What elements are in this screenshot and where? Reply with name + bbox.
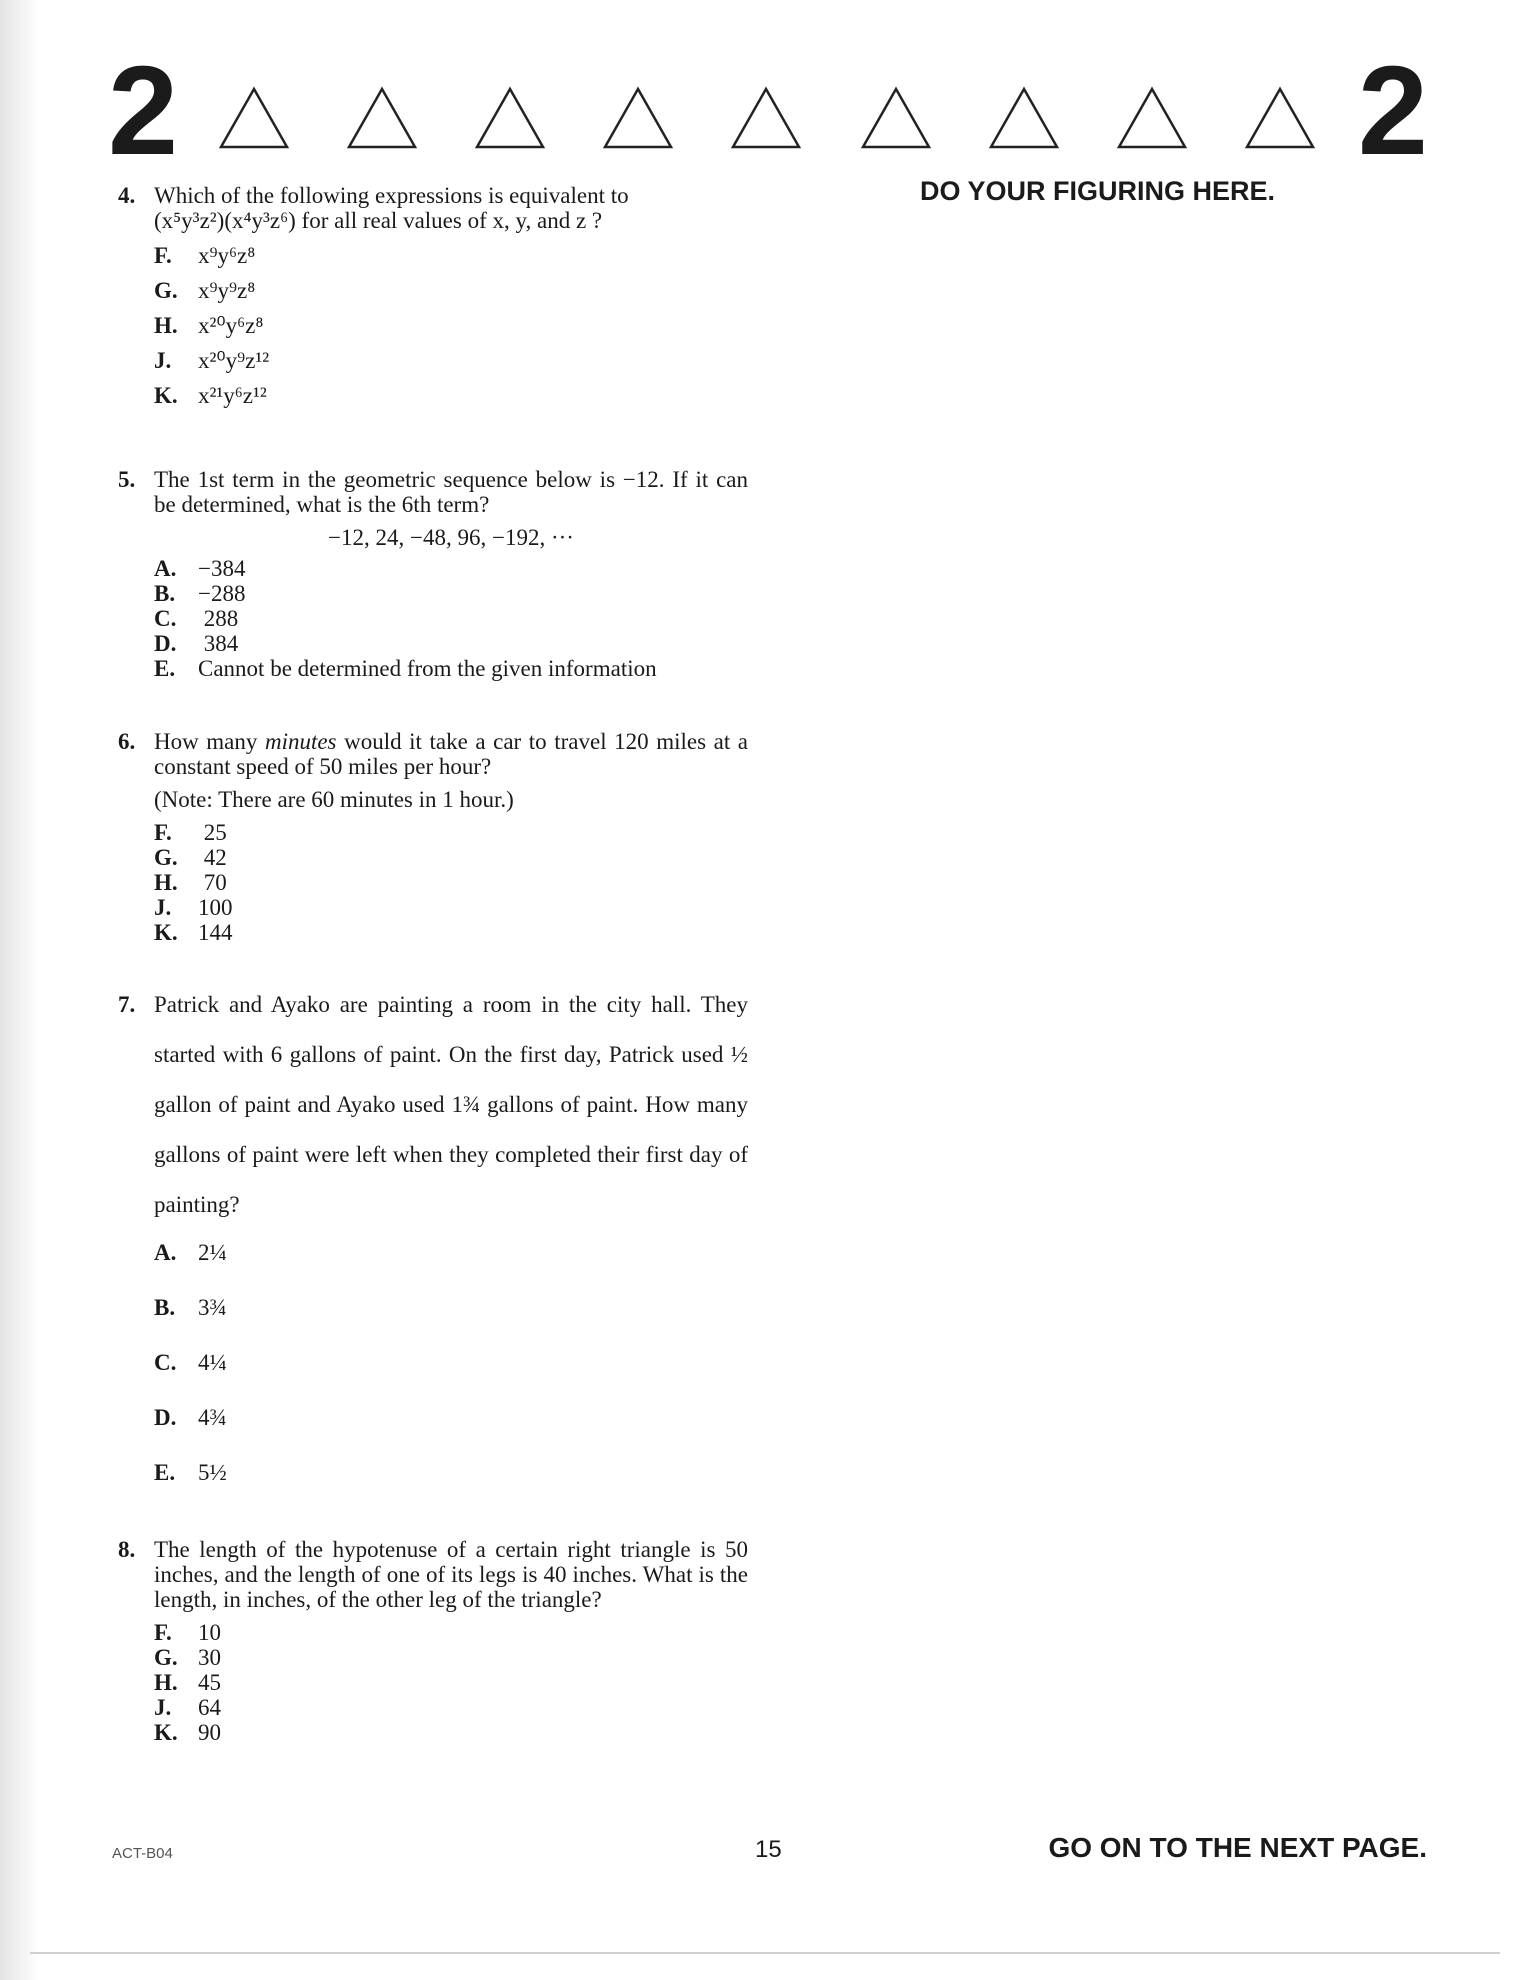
- choice-letter: J.: [154, 348, 172, 373]
- answer-choice[interactable]: [154, 1695, 748, 1720]
- answer-choice[interactable]: [154, 1405, 748, 1460]
- choice-text: x²⁰y⁶z⁸: [198, 313, 264, 338]
- choice-text: 3¾: [198, 1295, 227, 1320]
- question-stem: The 1st term in the geometric sequence below is −12. If it can be determined, what is the 6th term?: [154, 467, 748, 517]
- choice-text: x⁹y⁶z⁸: [198, 243, 256, 268]
- choice-letter: B.: [154, 1295, 176, 1320]
- answer-choices: [154, 820, 748, 945]
- choice-letter: G.: [154, 845, 178, 870]
- question-8: [118, 1537, 748, 1745]
- choice-letter: G.: [154, 278, 178, 303]
- form-code: ACT-B04: [112, 1845, 173, 1862]
- stem-line: (x⁵y³z²)(x⁴y³z⁶) for all real values of x, y, and z ?: [154, 208, 603, 233]
- choice-letter: B.: [154, 581, 176, 606]
- choice-letter: E.: [154, 1460, 176, 1485]
- choice-text: Cannot be determined from the given information: [198, 656, 657, 681]
- triangle-icon: [1116, 86, 1188, 150]
- choice-text: −384: [198, 556, 246, 581]
- answer-choice[interactable]: [154, 313, 748, 348]
- choice-text: 10: [198, 1620, 221, 1645]
- answer-choice[interactable]: [154, 1350, 748, 1405]
- choice-letter: H.: [154, 313, 178, 338]
- answer-choices: [154, 1240, 748, 1515]
- answer-choice[interactable]: [154, 348, 748, 383]
- geometric-sequence: −12, 24, −48, 96, −192, ···: [328, 525, 574, 550]
- question-stem: [154, 729, 748, 779]
- choice-text: 5½: [198, 1460, 227, 1485]
- choice-letter: J.: [154, 895, 172, 920]
- choice-text: 70: [198, 870, 227, 895]
- scan-edge-shadow: [0, 0, 38, 1980]
- question-stem: Patrick and Ayako are painting a room in the city hall. They started with 6 gallons of paint. On the first day, Patrick used ½ gallon of paint and Ayako used 1¾ gallons of paint. How many gallons of paint were left when they completed their first day of painting?: [154, 992, 748, 1217]
- figuring-label: DO YOUR FIGURING HERE.: [920, 176, 1276, 206]
- answer-choice[interactable]: [154, 1620, 748, 1645]
- choice-letter: E.: [154, 656, 176, 681]
- answer-choice[interactable]: [154, 845, 748, 870]
- section-number-left: 2: [108, 40, 179, 181]
- choice-text: −288: [198, 581, 246, 606]
- triangle-icon: [346, 86, 418, 150]
- answer-choice[interactable]: [154, 656, 748, 681]
- choice-text: 25: [198, 820, 227, 845]
- choice-letter: J.: [154, 1695, 172, 1720]
- answer-choice[interactable]: [154, 556, 748, 581]
- answer-choices: [154, 1620, 748, 1745]
- question-4: [118, 183, 748, 418]
- choice-letter: F.: [154, 243, 172, 268]
- choice-text: 45: [198, 1670, 221, 1695]
- answer-choice[interactable]: [154, 606, 748, 631]
- choice-letter: F.: [154, 1620, 172, 1645]
- choice-letter: K.: [154, 1720, 178, 1745]
- choice-letter: D.: [154, 1405, 177, 1430]
- choice-text: 4¾: [198, 1405, 227, 1430]
- stem-text: How many: [154, 729, 265, 754]
- question-note: (Note: There are 60 minutes in 1 hour.): [154, 787, 514, 812]
- question-number: 8.: [118, 1537, 136, 1562]
- triangle-icon: [602, 86, 674, 150]
- question-6: [118, 729, 748, 945]
- question-number: 7.: [118, 992, 136, 1017]
- question-number: 6.: [118, 729, 136, 754]
- choice-text: 90: [198, 1720, 221, 1745]
- question-7: [118, 992, 748, 1515]
- section-number-right: 2: [1357, 40, 1428, 181]
- answer-choices: [154, 243, 748, 418]
- choice-text: x²¹y⁶z¹²: [198, 383, 267, 408]
- question-stem: [154, 183, 748, 233]
- answer-choice[interactable]: [154, 820, 748, 845]
- answer-choice[interactable]: [154, 631, 748, 656]
- answer-choices: [154, 556, 748, 681]
- choice-letter: C.: [154, 606, 177, 631]
- answer-choice[interactable]: [154, 1670, 748, 1695]
- choice-letter: F.: [154, 820, 172, 845]
- question-stem: The length of the hypotenuse of a certain right triangle is 50 inches, and the length of one of its legs is 40 inches. What is the length, in inches, of the other leg of the triangle?: [154, 1537, 748, 1612]
- choice-letter: A.: [154, 1240, 177, 1265]
- choice-text: 4¼: [198, 1350, 227, 1375]
- triangle-icon: [474, 86, 546, 150]
- answer-choice[interactable]: [154, 581, 748, 606]
- next-page-instruction: GO ON TO THE NEXT PAGE.: [1048, 1832, 1427, 1863]
- section-header: [108, 40, 1428, 181]
- choice-letter: C.: [154, 1350, 177, 1375]
- choice-text: x²⁰y⁹z¹²: [198, 348, 270, 373]
- choice-text: 100: [198, 895, 233, 920]
- triangle-icon: [988, 86, 1060, 150]
- answer-choice[interactable]: [154, 1295, 748, 1350]
- choice-text: 64: [198, 1695, 221, 1720]
- triangle-icon: [218, 86, 290, 150]
- triangle-icon: [730, 86, 802, 150]
- question-5: [118, 467, 748, 681]
- answer-choice[interactable]: [154, 243, 748, 278]
- question-number: 5.: [118, 467, 136, 492]
- choice-text: 2¼: [198, 1240, 227, 1265]
- choice-text: 384: [198, 631, 239, 656]
- answer-choice[interactable]: [154, 278, 748, 313]
- stem-text: would it take a car to travel 120 miles at a constant speed of 50 miles per hour?: [154, 729, 748, 779]
- question-number: 4.: [118, 183, 136, 208]
- choice-text: x⁹y⁹z⁸: [198, 278, 256, 303]
- choice-text: 288: [198, 606, 239, 631]
- scan-bottom-edge: [30, 1952, 1500, 1954]
- choice-text: 30: [198, 1645, 221, 1670]
- triangle-icon: [860, 86, 932, 150]
- choice-letter: A.: [154, 556, 177, 581]
- stem-line: Which of the following expressions is equivalent to: [154, 183, 629, 208]
- choice-text: 144: [198, 920, 233, 945]
- choice-letter: K.: [154, 383, 178, 408]
- choice-letter: K.: [154, 920, 178, 945]
- answer-choice[interactable]: [154, 870, 748, 895]
- answer-choice[interactable]: [154, 1720, 748, 1745]
- triangle-icon: [1244, 86, 1316, 150]
- answer-choice[interactable]: [154, 1240, 748, 1295]
- answer-choice[interactable]: [154, 895, 748, 920]
- page-number: 15: [755, 1836, 782, 1863]
- choice-letter: D.: [154, 631, 177, 656]
- answer-choice[interactable]: [154, 383, 748, 418]
- stem-emphasis: minutes: [264, 729, 337, 754]
- choice-letter: H.: [154, 1670, 178, 1695]
- choice-letter: H.: [154, 870, 178, 895]
- answer-choice[interactable]: [154, 1645, 748, 1670]
- answer-choice[interactable]: [154, 920, 748, 945]
- answer-choice[interactable]: [154, 1460, 748, 1515]
- choice-letter: G.: [154, 1645, 178, 1670]
- choice-text: 42: [198, 845, 227, 870]
